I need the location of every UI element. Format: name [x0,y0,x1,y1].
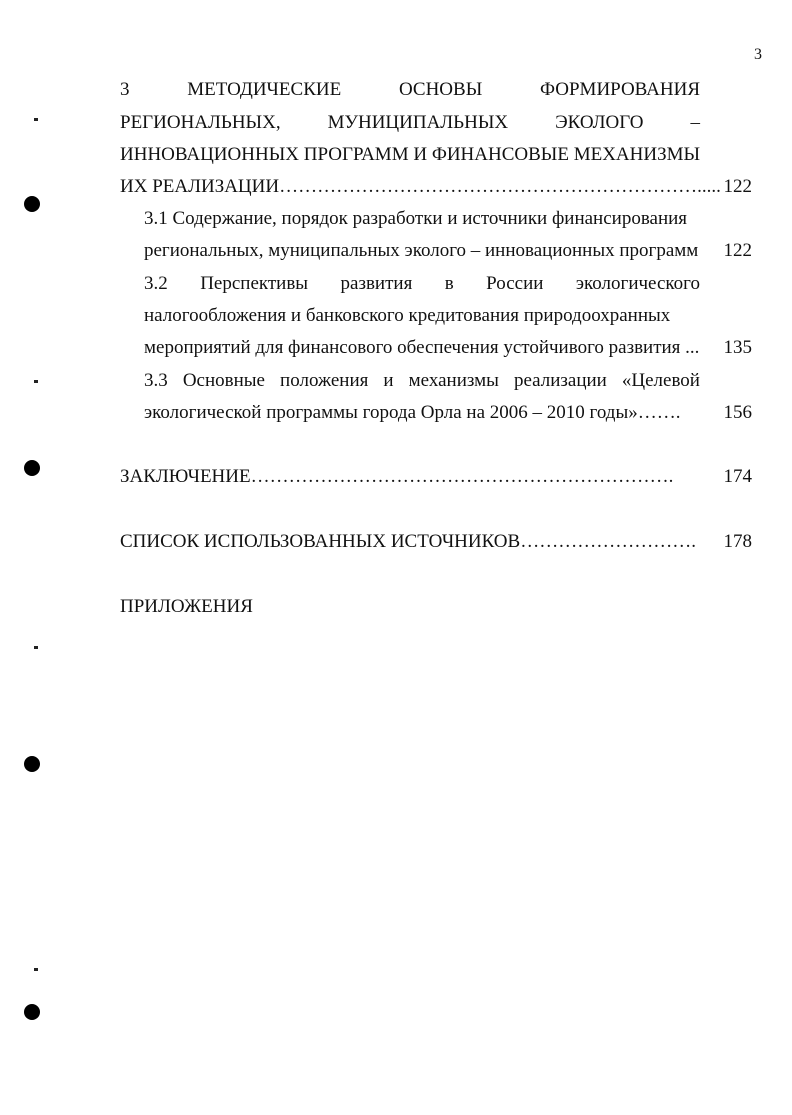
scan-speck [34,968,38,971]
conclusion-page: 174 [723,466,752,487]
section-3-page: 122 [723,176,752,197]
sources-label: СПИСОК ИСПОЛЬЗОВАННЫХ ИСТОЧНИКОВ [120,531,521,552]
binder-hole [24,460,40,476]
subsection-3-3-line-1 [144,369,700,393]
section-3-line-3: ИННОВАЦИОННЫХ ПРОГРАММ И ФИНАНСОВЫЕ МЕХАНИЗМЫ [120,144,701,165]
binder-hole [24,1004,40,1020]
word: 3.2 [144,273,168,294]
section-3-line-4 [120,175,721,199]
conclusion-line [120,465,673,489]
leader-dots: …………………………………………………………..... [279,176,721,197]
scan-speck [34,380,38,383]
subsection-3-1-line-1: 3.1 Содержание, порядок разработки и источники финансирования [144,208,688,229]
word: МУНИЦИПАЛЬНЫХ [327,112,509,133]
word: Перспективы [200,273,309,294]
subsection-3-2-line-3: мероприятий для финансового обеспечения устойчивого развития ... [144,337,700,358]
scan-speck [34,118,38,121]
scan-speck [34,646,38,649]
word: и [383,370,394,391]
word: экологического [575,273,700,294]
word: РЕГИОНАЛЬНЫХ, [120,112,281,133]
word: «Целевой [621,370,700,391]
section-3-number: 3 [120,79,130,100]
leader-dots: ………………………. [520,531,696,552]
word: МЕТОДИЧЕСКИЕ [187,79,342,100]
section-3-line-1 [120,78,700,102]
word: России [486,273,544,294]
word: ОСНОВЫ [398,79,483,100]
subsection-3-3-page: 156 [723,402,752,423]
word: развития [340,273,413,294]
subsection-3-1-line-2: региональных, муниципальных эколого – инновационных программ [144,240,699,261]
word: механизмы [408,370,499,391]
word: ФОРМИРОВАНИЯ [540,79,700,100]
sources-page: 178 [723,531,752,552]
word: ЭКОЛОГО [555,112,644,133]
word: положения [280,370,369,391]
subsection-3-2-page: 135 [723,337,752,358]
word: реализации [513,370,607,391]
subsection-3-3-line-2: экологической программы города Орла на 2006 – 2010 годы»……. [144,402,681,423]
word: 3.3 [144,370,168,391]
section-3-title-end: ИХ РЕАЛИЗАЦИИ [120,176,280,197]
conclusion-label: ЗАКЛЮЧЕНИЕ [120,466,251,487]
subsection-3-1-page: 122 [723,240,752,261]
word: в [444,273,454,294]
section-3-line-2 [120,111,700,135]
subsection-3-2-line-2: налогообложения и банковского кредитования природоохранных [144,305,671,326]
word: Основные [182,370,265,391]
binder-hole [24,756,40,772]
sources-line [120,530,696,554]
binder-hole [24,196,40,212]
word: – [690,112,700,133]
page-number: 3 [754,46,762,63]
appendix-label: ПРИЛОЖЕНИЯ [120,596,253,617]
leader-dots: …………………………………………………………. [250,466,674,487]
subsection-3-2-line-1 [144,272,700,296]
